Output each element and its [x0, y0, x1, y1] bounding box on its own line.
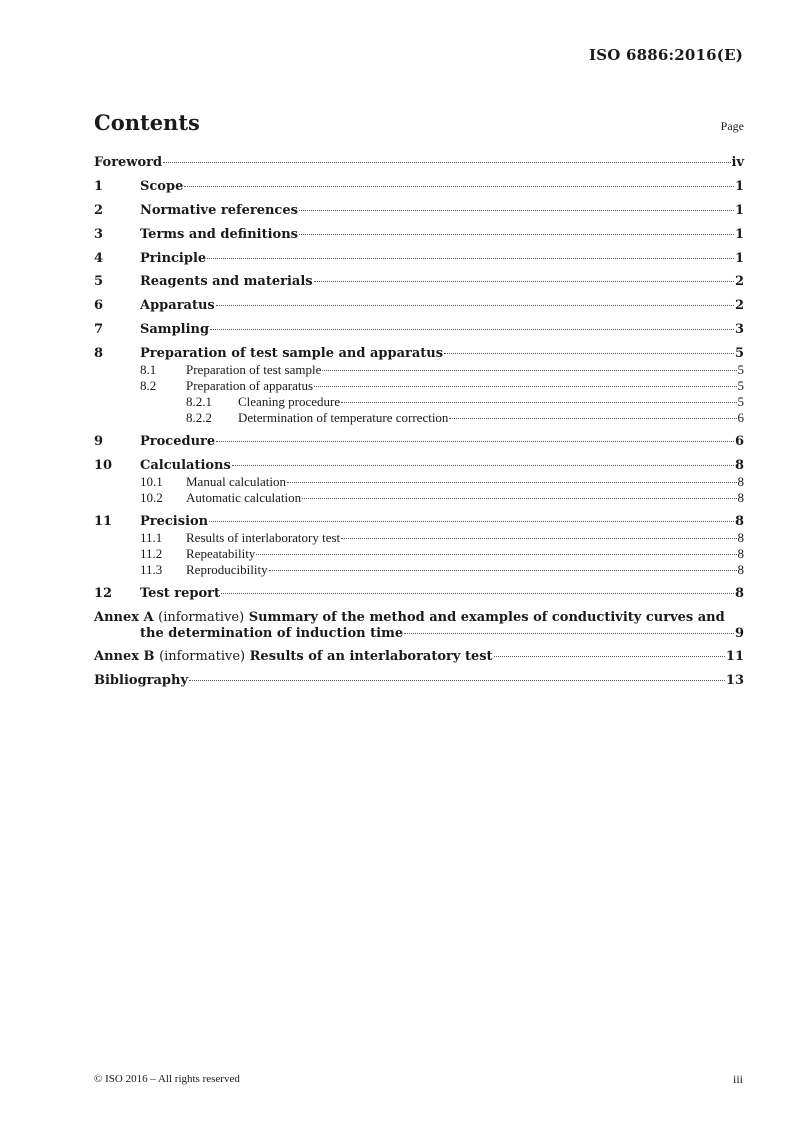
dot-leader: [210, 329, 734, 330]
toc-entry-8-2-1[interactable]: [94, 394, 744, 410]
toc-page: 8: [734, 457, 744, 473]
toc-entry-3[interactable]: [94, 227, 744, 243]
toc-number: 10: [94, 457, 113, 473]
toc-number: 12: [94, 585, 113, 601]
toc-label: Test report: [140, 585, 221, 601]
toc-label: Automatic calculation: [186, 489, 302, 505]
toc-label: Reproducibility: [186, 561, 268, 577]
toc-entry-6[interactable]: [94, 298, 744, 314]
toc-label: Precision: [140, 513, 209, 529]
toc-number: 6: [94, 298, 104, 314]
dot-leader: [341, 538, 736, 539]
toc-number: 3: [94, 226, 104, 242]
annex-title: Results of an interlaboratory test: [249, 649, 493, 665]
dot-leader: [302, 498, 736, 499]
dot-leader: [322, 370, 736, 371]
dot-leader: [163, 162, 730, 163]
toc-entry-7[interactable]: [94, 322, 744, 338]
toc-label: Preparation of test sample: [186, 362, 322, 378]
page-number: iii: [732, 1072, 743, 1086]
toc-entry-10-1[interactable]: [94, 474, 744, 490]
dot-leader: [299, 210, 734, 211]
toc-number: 8: [94, 346, 104, 362]
table-of-contents: [94, 155, 744, 689]
dot-leader: [444, 353, 734, 354]
dot-leader: [216, 441, 734, 442]
toc-label: Bibliography: [94, 673, 189, 689]
toc-entry-11-3[interactable]: [94, 562, 744, 578]
toc-label: Terms and definitions: [140, 226, 298, 242]
toc-page: 8: [734, 513, 744, 529]
annex-kind: (informative): [158, 609, 245, 625]
dot-leader: [221, 593, 734, 594]
toc-number: 7: [94, 322, 104, 338]
toc-label: Repeatability: [186, 545, 256, 561]
toc-label: Foreword: [94, 155, 163, 170]
contents-heading-row: [94, 110, 744, 135]
toc-entry-8-2-2[interactable]: [94, 410, 744, 426]
toc-label: Preparation of apparatus: [186, 378, 314, 394]
annex-a-line-1: [94, 610, 744, 626]
toc-page: 5: [734, 346, 744, 362]
toc-entry-annex-b[interactable]: [94, 649, 744, 665]
toc-number: 2: [94, 202, 104, 218]
dot-leader: [189, 680, 725, 681]
toc-page: 2: [734, 274, 744, 290]
annex-kind: (informative): [159, 649, 246, 665]
toc-number: 8.2.1: [186, 394, 212, 410]
dot-leader: [287, 482, 737, 483]
toc-entry-9[interactable]: [94, 434, 744, 450]
toc-label: Results of interlaboratory test: [186, 529, 341, 545]
copyright-notice: © ISO 2016 – All rights reserved: [94, 1073, 240, 1085]
toc-entry-8-1[interactable]: [94, 362, 744, 378]
toc-page: iv: [731, 155, 744, 170]
toc-page: 8: [737, 473, 744, 489]
toc-entry-10[interactable]: [94, 458, 744, 474]
toc-label: Scope: [140, 178, 184, 194]
dot-leader: [494, 656, 725, 657]
document-code: ISO 6886:2016(E): [589, 46, 743, 64]
toc-page: 1: [734, 178, 744, 194]
dot-leader: [256, 554, 736, 555]
toc-label: Sampling: [140, 322, 210, 338]
toc-number: 1: [94, 178, 104, 194]
toc-page: 1: [734, 250, 744, 266]
toc-page: 2: [734, 298, 744, 314]
dot-leader: [269, 570, 737, 571]
toc-label: Cleaning procedure: [238, 394, 341, 410]
annex-prefix: Annex A: [94, 609, 154, 625]
toc-label: [94, 649, 493, 665]
dot-leader: [314, 281, 734, 282]
toc-entry-bibliography[interactable]: [94, 673, 744, 689]
toc-label: Calculations: [140, 457, 231, 473]
page-column-label: Page: [720, 119, 744, 133]
toc-page: 6: [734, 434, 744, 450]
toc-entry-1[interactable]: [94, 179, 744, 195]
toc-number: 5: [94, 274, 104, 290]
annex-prefix: Annex B: [94, 649, 155, 665]
toc-page: 11: [725, 649, 744, 665]
toc-entry-12[interactable]: [94, 586, 744, 602]
toc-number: 4: [94, 250, 104, 266]
toc-page: 5: [737, 362, 744, 378]
toc-page: 5: [737, 378, 744, 394]
toc-label: Procedure: [140, 434, 216, 450]
dot-leader: [232, 465, 734, 466]
toc-page: 5: [737, 394, 744, 410]
dot-leader: [449, 418, 736, 419]
toc-label: Manual calculation: [186, 473, 286, 489]
toc-number: 11.2: [140, 545, 163, 561]
toc-entry-8[interactable]: [94, 346, 744, 362]
annex-a-line-2: [94, 626, 744, 642]
toc-entry-11-1[interactable]: [94, 530, 744, 546]
toc-page: 13: [725, 673, 744, 689]
toc-entry-11[interactable]: [94, 514, 744, 530]
toc-entry-11-2[interactable]: [94, 546, 744, 562]
annex-title-line-1: Summary of the method and examples of conductivity curves and: [248, 609, 725, 625]
toc-label: Apparatus: [140, 298, 215, 314]
toc-label: Preparation of test sample and apparatus: [140, 346, 444, 362]
dot-leader: [207, 258, 734, 259]
toc-number: 11.3: [140, 561, 163, 577]
toc-entry-10-2[interactable]: [94, 490, 744, 506]
toc-page: 9: [734, 625, 744, 641]
toc-page: 1: [734, 226, 744, 242]
toc-number: 11: [94, 513, 113, 529]
toc-entry-8-2[interactable]: [94, 378, 744, 394]
toc-page: 3: [734, 322, 744, 338]
toc-number: 11.1: [140, 529, 163, 545]
dot-leader: [216, 305, 734, 306]
dot-leader: [209, 521, 734, 522]
toc-label: Principle: [140, 250, 207, 266]
dot-leader: [404, 633, 734, 634]
toc-page: 6: [737, 410, 744, 426]
contents-title: Contents: [94, 110, 200, 135]
dot-leader: [184, 186, 734, 187]
dot-leader: [299, 234, 734, 235]
toc-entry-annex-a[interactable]: [94, 610, 744, 642]
toc-label: Reagents and materials: [140, 274, 313, 290]
toc-page: 8: [737, 561, 744, 577]
toc-page: 8: [737, 545, 744, 561]
toc-number: 10.2: [140, 489, 163, 505]
toc-entry-5[interactable]: [94, 274, 744, 290]
toc-entry-foreword[interactable]: [94, 155, 744, 171]
toc-number: 8.2: [140, 378, 157, 394]
toc-label: Normative references: [140, 202, 298, 218]
toc-page: 8: [737, 529, 744, 545]
dot-leader: [341, 402, 736, 403]
toc-number: 8.2.2: [186, 410, 212, 426]
toc-page: 8: [737, 489, 744, 505]
annex-title-line-2: the determination of induction time: [140, 625, 404, 641]
toc-entry-2[interactable]: [94, 203, 744, 219]
toc-page: 8: [734, 585, 744, 601]
toc-entry-4[interactable]: [94, 251, 744, 267]
toc-number: 8.1: [140, 362, 157, 378]
toc-label: Determination of temperature correction: [238, 410, 449, 426]
toc-page: 1: [734, 202, 744, 218]
toc-number: 9: [94, 434, 104, 450]
toc-number: 10.1: [140, 473, 163, 489]
dot-leader: [314, 386, 736, 387]
